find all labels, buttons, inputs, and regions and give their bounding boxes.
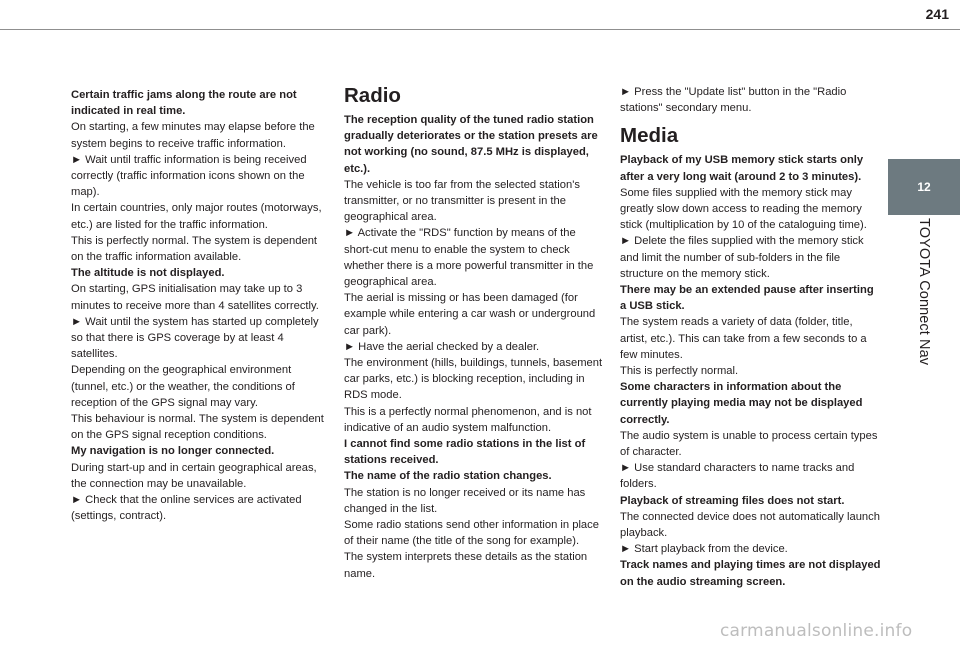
body-paragraph: On starting, a few minutes may elapse before the system begins to receive traffic information. <box>71 121 315 150</box>
section-heading: Radio <box>344 84 401 107</box>
body-paragraph: ► Check that the online services are activated (settings, contract). <box>71 494 302 523</box>
question-heading: There may be an extended pause after inserting a USB stick. <box>620 284 874 313</box>
question-heading: The reception quality of the tuned radio station gradually deteriorates or the station presets are not working (no sound, 87.5 MHz is displayed, etc.). <box>344 114 598 175</box>
body-paragraph: ► Have the aerial checked by a dealer. <box>344 340 540 353</box>
question-heading: My navigation is no longer connected. <box>71 445 275 458</box>
chapter-title: TOYOTA Connect Nav <box>916 218 932 366</box>
body-paragraph: Depending on the geographical environment (tunnel, etc.) or the weather, the conditions of reception of the GPS signal may vary. <box>71 364 295 409</box>
body-paragraph: ► Wait until traffic information is being received correctly (traffic information icons shown on the map). <box>71 153 307 199</box>
text-column-left <box>71 87 326 524</box>
body-paragraph: ► Wait until the system has started up completely so that there is GPS coverage by at least 4 satellites. <box>71 315 319 361</box>
question-heading: The name of the radio station changes. <box>344 470 552 483</box>
text-column-right <box>620 84 882 590</box>
body-paragraph: This is a perfectly normal phenomenon, and is not indicative of an audio system malfunction. <box>344 405 592 434</box>
question-heading: The altitude is not displayed. <box>71 267 225 280</box>
section-heading: Media <box>620 124 679 148</box>
body-paragraph: Some files supplied with the memory stick may greatly slow down access to reading the memory stick (multiplication by 10 of the cataloguing time). <box>620 186 867 232</box>
body-paragraph: This behaviour is normal. The system is dependent on the GPS signal reception conditions. <box>71 413 324 442</box>
body-paragraph: ► Delete the files supplied with the memory stick and limit the number of sub-folders in the file structure on the memory stick. <box>620 235 864 280</box>
body-paragraph: ► Activate the "RDS" function by means of the short-cut menu to enable the system to check whether there is a more powerful transmitter in the geographical area. <box>344 227 594 289</box>
chapter-tab[interactable] <box>888 159 960 215</box>
body-paragraph: ► Start playback from the device. <box>620 543 788 556</box>
question-heading: Playback of my USB memory stick starts only after a very long wait (around 2 to 3 minutes). <box>620 154 864 183</box>
body-paragraph: In certain countries, only major routes (motorways, etc.) are listed for the traffic information. <box>71 202 322 231</box>
question-heading: Track names and playing times are not displayed on the audio streaming screen. <box>620 559 881 588</box>
body-paragraph: This is perfectly normal. The system is dependent on the traffic information available. <box>71 234 318 264</box>
chapter-number: 12 <box>917 180 931 194</box>
body-paragraph: The aerial is missing or has been damaged (for example while entering a car wash or underground car park). <box>344 292 596 337</box>
body-paragraph: The environment (hills, buildings, tunnels, basement car parks, etc.) is blocking reception, including in RDS mode. <box>344 357 603 402</box>
question-heading: Some characters in information about the currently playing media may not be displayed correctly. <box>620 381 863 426</box>
body-paragraph: The station is no longer received or its name has changed in the list. <box>344 486 586 515</box>
body-paragraph: This is perfectly normal. <box>620 365 739 378</box>
text-column-middle <box>344 84 606 582</box>
question-heading: Playback of streaming files does not start. <box>620 494 845 507</box>
body-paragraph: The vehicle is too far from the selected station's transmitter, or no transmitter is present in the geographical area. <box>344 178 580 224</box>
body-paragraph: The system interprets these details as the station name. <box>344 551 588 580</box>
watermark: carmanualsonline.info <box>720 621 913 641</box>
body-paragraph: On starting, GPS initialisation may take up to 3 minutes to receive more than 4 satellites correctly. <box>71 283 319 312</box>
spacer <box>620 116 882 124</box>
question-heading: I cannot find some radio stations in the list of stations received. <box>344 438 586 467</box>
body-paragraph: Some radio stations send other information in place of their name (the title of the song for example). <box>344 519 599 548</box>
body-paragraph: The connected device does not automatically launch playback. <box>620 510 880 540</box>
header-divider <box>0 29 960 30</box>
body-paragraph: ► Use standard characters to name tracks and folders. <box>620 462 855 491</box>
body-paragraph: The audio system is unable to process certain types of character. <box>620 429 878 459</box>
chapter-side-label <box>885 218 960 478</box>
page-number: 241 <box>925 6 949 22</box>
question-heading: Certain traffic jams along the route are not indicated in real time. <box>71 89 297 118</box>
body-paragraph: The system reads a variety of data (folder, title, artist, etc.). This can take from a few seconds to a few minutes. <box>620 316 867 361</box>
body-paragraph: ► Press the "Update list" button in the "Radio stations" secondary menu. <box>620 86 847 115</box>
body-paragraph: During start-up and in certain geographical areas, the connection may be unavailable. <box>71 461 317 490</box>
